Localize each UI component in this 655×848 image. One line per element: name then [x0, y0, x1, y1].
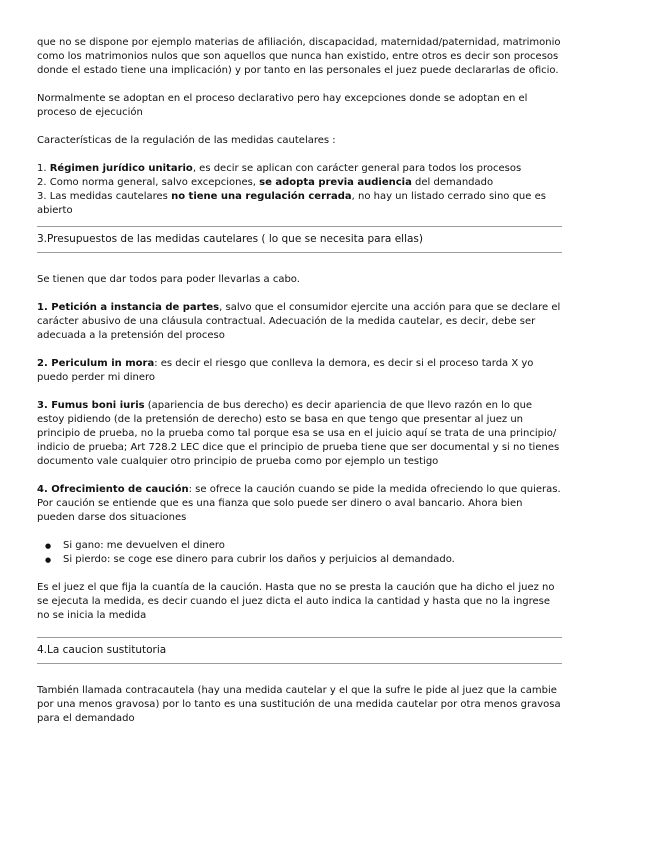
list-item: ● Si pierdo: se coge ese dinero para cubrir los daños y perjuicios al demandado.	[63, 553, 562, 567]
list-item: ● Si gano: me devuelven el dinero	[63, 539, 562, 553]
requirement-item: 2. Periculum in mora: es decir el riesgo que conlleva la demora, es decir si el proceso tarda X yo puedo perder mi dinero	[37, 358, 534, 383]
requirement-item: 1. Petición a instancia de partes, salvo que el consumidor ejercite una acción para que se declare el carácter abusivo de una cláusula contractual. Adecuación de la medida cautelar, es decir, debe ser adecuada a la pretensión del proceso	[37, 302, 561, 341]
caution-bullet-list	[37, 539, 562, 567]
procedure-paragraph: Normalmente se adoptan en el proceso declarativo pero hay excepciones donde se adoptan en el proceso de ejecución	[37, 93, 528, 118]
section3-lead: Se tienen que dar todos para poder llevarlas a cabo.	[37, 274, 300, 285]
section3-heading: 3.Presupuestos de las medidas cautelares ( lo que se necesita para ellas)	[37, 233, 423, 245]
characteristic-item: 2. Como norma general, salvo excepciones, se adopta previa audiencia del demandado	[37, 177, 494, 188]
section4-body: También llamada contracautela (hay una medida cautelar y el que la sufre le pide al juez que la cambie por una menos gravosa) por lo tanto es una sustitución de una medida cautelar por otra menos gravosa para el demandado	[37, 685, 561, 724]
requirement-item: 4. Ofrecimiento de caución: se ofrece la caución cuando se pide la medida ofreciendo lo que quieras. Por caución se entiende que es una fianza que solo puede ser dinero o aval bancario. Ahora bien pueden darse dos situaciones	[37, 484, 561, 523]
section3-closing: Es el juez el que fija la cuantía de la caución. Hasta que no se presta la caución que ha dicho el juez no se ejecuta la medida, es decir cuando el juez dicta el auto indica la cantidad y hasta que no la ingrese no se inicia la medida	[37, 582, 555, 621]
document-page	[37, 36, 562, 726]
intro-paragraph: que no se dispone por ejemplo materias de afiliación, discapacidad, maternidad/paternidad, matrimonio como los matrimonios nulos que son aquellos que nunca han existido, entre otros es decir son procesos donde el estado tiene una implicación) y por tanto en las personales el juez puede declararlas de oficio.	[37, 37, 561, 76]
section4-heading: 4.La caucion sustitutoria	[37, 644, 167, 656]
characteristic-item: 1. Régimen jurídico unitario, es decir se aplican con carácter general para todos los procesos	[37, 163, 522, 174]
characteristics-title: Características de la regulación de las medidas cautelares :	[37, 135, 336, 146]
characteristic-item: 3. Las medidas cautelares no tiene una regulación cerrada, no hay un listado cerrado sino que es abierto	[37, 191, 546, 216]
requirement-item: 3. Fumus boni iuris (apariencia de bus derecho) es decir apariencia de que llevo razón en lo que estoy pidiendo (de la pretensión de derecho) esto se basa en que tengo que presentar al juez un principio de prueba, no la prueba como tal porque esa se usa en el juicio aquí se trata de una principio/ indicio de prueba; Art 728.2 LEC dice que el principio de prueba tiene que ser documental y si no tienes documento vale cualquier otro principio de prueba como por ejemplo un testigo	[37, 400, 560, 467]
